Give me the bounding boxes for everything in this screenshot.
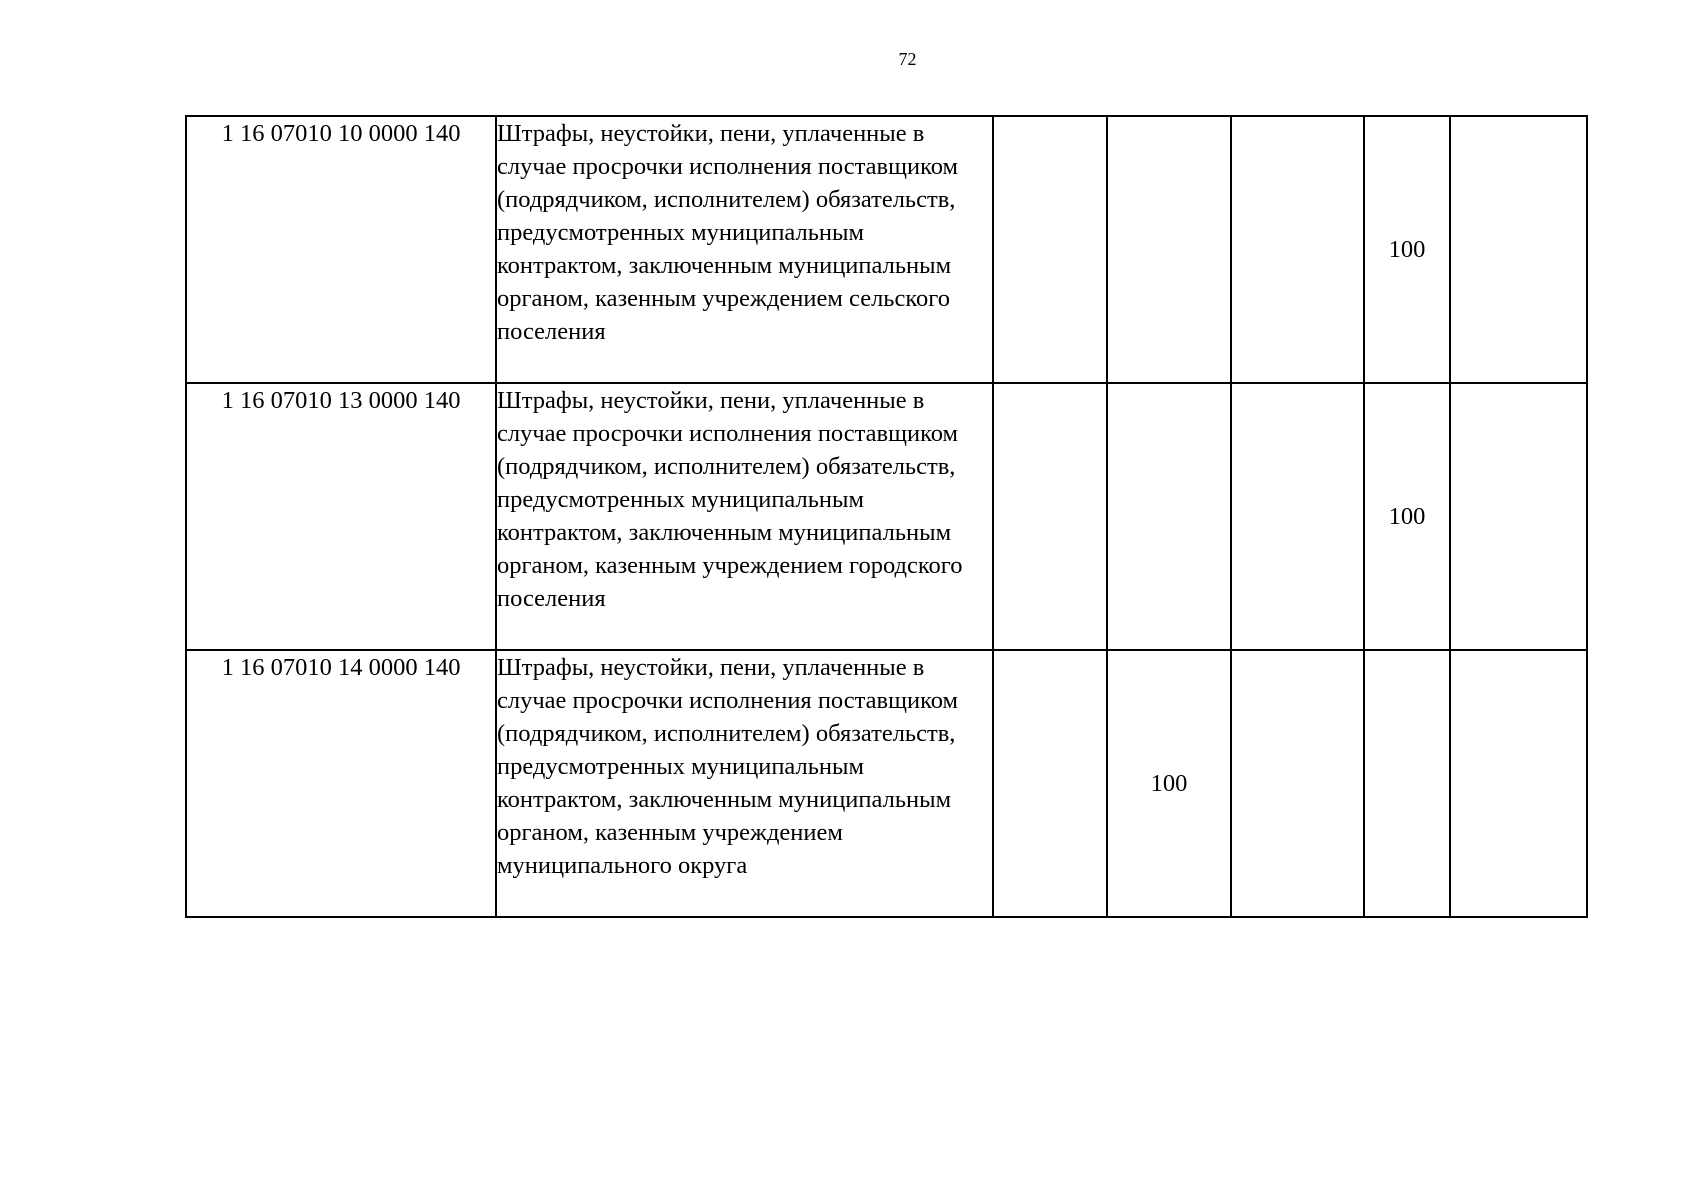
description-cell: Штрафы, неустойки, пени, уплаченные в случае просрочки исполнения поставщиком (подрядчиком, исполнителем) обязательств, предусмотренных муниципальным контрактом, заключенным муниципальным органом, казенным учреждением сельского поселения (496, 116, 993, 383)
budget-code-cell: 1 16 07010 13 0000 140 (186, 383, 496, 650)
value-cell (1231, 650, 1364, 917)
value-cell: 100 (1364, 383, 1450, 650)
value-cell (1231, 383, 1364, 650)
budget-code-cell: 1 16 07010 10 0000 140 (186, 116, 496, 383)
value-cell: 100 (1364, 116, 1450, 383)
value-cell (1107, 116, 1231, 383)
value-cell (1450, 383, 1587, 650)
table-row (186, 383, 1587, 650)
budget-code-cell: 1 16 07010 14 0000 140 (186, 650, 496, 917)
value-cell (993, 650, 1107, 917)
value-cell (1450, 116, 1587, 383)
description-cell: Штрафы, неустойки, пени, уплаченные в случае просрочки исполнения поставщиком (подрядчиком, исполнителем) обязательств, предусмотренных муниципальным контрактом, заключенным муниципальным органом, казенным учреждением городского поселения (496, 383, 993, 650)
value-cell (1364, 650, 1450, 917)
description-cell: Штрафы, неустойки, пени, уплаченные в случае просрочки исполнения поставщиком (подрядчиком, исполнителем) обязательств, предусмотренных муниципальным контрактом, заключенным муниципальным органом, казенным учреждением муниципального округа (496, 650, 993, 917)
value-cell (1107, 383, 1231, 650)
table-row (186, 650, 1587, 917)
value-cell (993, 383, 1107, 650)
budget-code-table (185, 115, 1588, 918)
value-cell (993, 116, 1107, 383)
value-cell (1231, 116, 1364, 383)
table-row (186, 116, 1587, 383)
value-cell (1450, 650, 1587, 917)
page-number: 72 (898, 49, 917, 69)
value-cell: 100 (1107, 650, 1231, 917)
